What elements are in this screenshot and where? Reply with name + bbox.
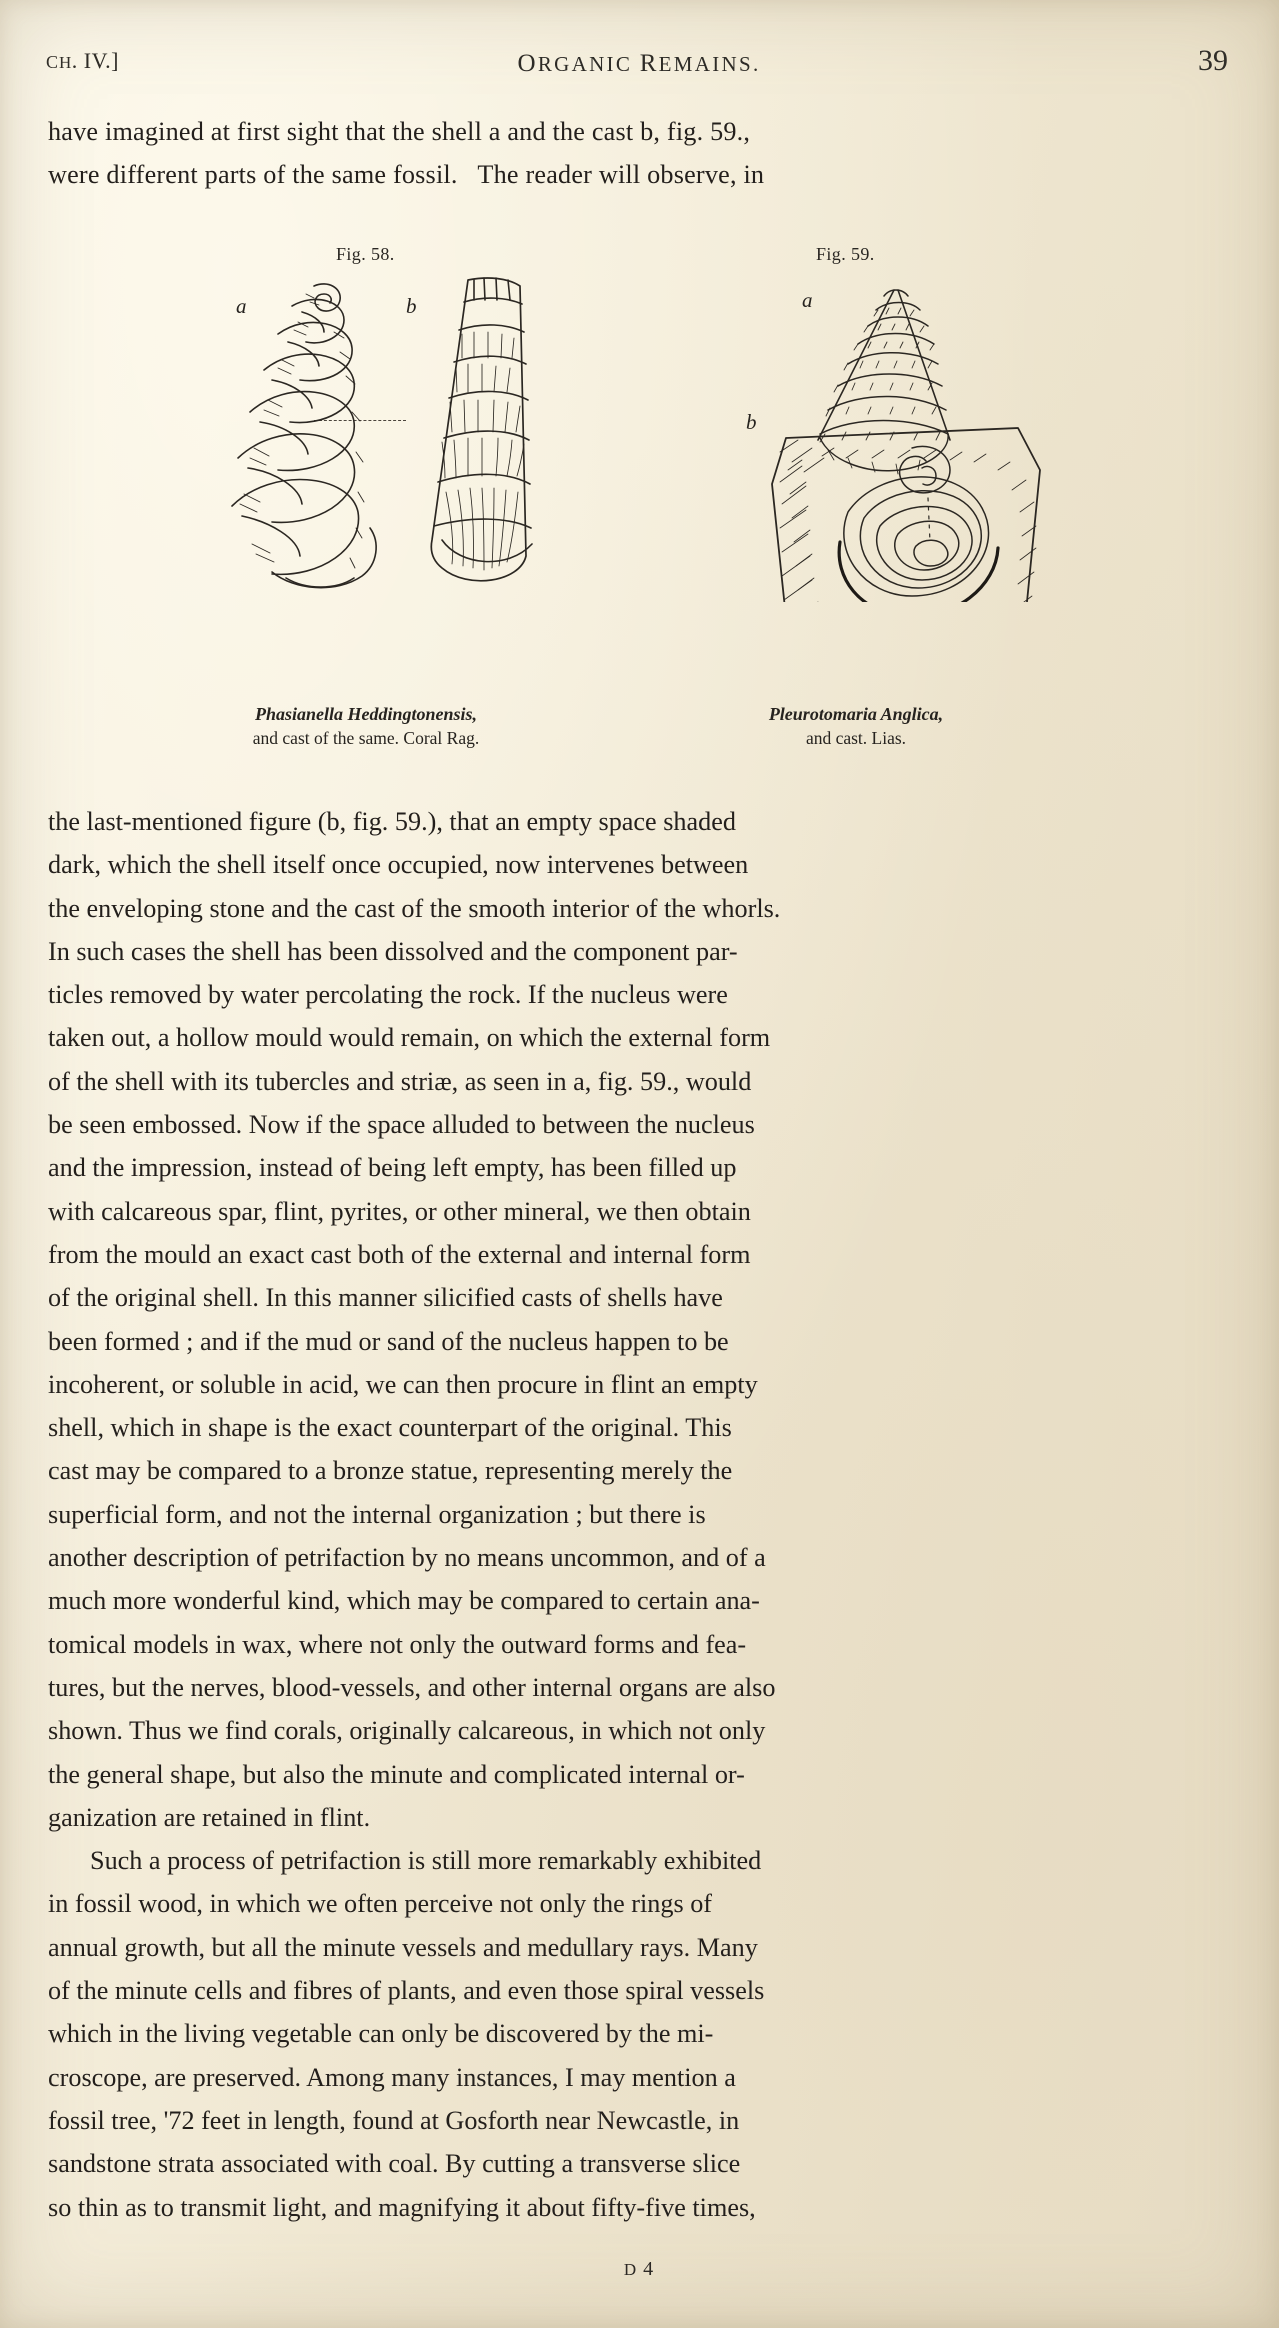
figure-59-label: Fig. 59. [816,244,875,264]
text-line: much more wonderful kind, which may be compared to certain ana- [48,1586,760,1616]
figure-58-letter-b: b [406,294,417,318]
page-content [46,0,1232,2328]
text-line: ganization are retained in flint. [48,1802,371,1832]
text-line: cast may be compared to a bronze statue, representing merely the [48,1456,733,1486]
figure-59-caption: Pleurotomaria Anglica, and cast. Lias. [768,704,944,748]
page-signature: D 4 [623,2258,655,2280]
text-line: been formed ; and if the mud or sand of the nucleus happen to be [48,1326,729,1356]
running-head [46,44,1232,82]
figure-58-letter-a: a [236,294,247,318]
text-line: taken out, a hollow mould would remain, on which the external form [48,1023,771,1053]
text-line: In such cases the shell has been dissolved and the component par- [48,936,738,966]
text-line: superficial form, and not the internal organization ; but there is [48,1499,706,1529]
figure-area [46,232,1232,792]
text-line: incoherent, or soluble in acid, we can then procure in flint an empty [48,1369,758,1399]
page-number: 39 [1198,44,1228,77]
chapter-marker: CH. IV.] [46,48,120,73]
text-line: with calcareous spar, flint, pyrites, or other mineral, we then obtain [48,1196,751,1226]
text-line: have imagined at first sight that the shell a and the cast b, fig. 59., [48,117,751,146]
figure-58-caption: Phasianella Heddingtonensis, and cast of the same. Coral Rag. [252,704,480,748]
text-line: the general shape, but also the minute and complicated internal or- [48,1759,745,1789]
text-line: so thin as to transmit light, and magnifying it about fifty-five times, [48,2192,756,2222]
text-line: the enveloping stone and the cast of the smooth interior of the whorls. [48,893,781,923]
text-line: of the minute cells and fibres of plants, and even those spiral vessels [48,1976,765,2006]
text-line: from the mould an exact cast both of the external and internal form [48,1239,751,1269]
text-line: of the original shell. In this manner silicified casts of shells have [48,1283,723,1313]
text-line: fossil tree, '72 feet in length, found at Gosforth near Newcastle, in [48,2105,740,2135]
text-line: tures, but the nerves, blood-vessels, and other internal organs are also [48,1672,776,1702]
text-line: shell, which in shape is the exact counterpart of the original. This [48,1413,732,1443]
text-line: shown. Thus we find corals, originally calcareous, in which not only [48,1716,766,1746]
text-line: croscope, are preserved. Among many instances, I may mention a [48,2062,736,2092]
figure-59-illustration [736,272,1156,602]
text-line: Such a process of petrifaction is still more remarkably exhibited [90,1846,762,1876]
text-line: the last-mentioned figure (b, fig. 59.), that an empty space shaded [48,807,736,836]
figure-58-label: Fig. 58. [336,244,395,264]
figure-59-letter-a: a [802,288,813,312]
text-line: another description of petrifaction by no means uncommon, and of a [48,1543,766,1573]
text-line: and the impression, instead of being left empty, has been filled up [48,1153,737,1183]
text-line: annual growth, but all the minute vessels and medullary rays. Many [48,1932,758,1962]
text-line: were different parts of the same fossil. The reader will observe, in [48,160,765,190]
figure-58-illustration [206,272,666,602]
body-text [48,800,1230,2229]
text-line: of the shell with its tubercles and striæ, as seen in a, fig. 59., would [48,1066,752,1096]
text-line: in fossil wood, in which we often perceive not only the rings of [48,1889,713,1919]
figure-59-letter-b: b [746,410,757,434]
text-line: which in the living vegetable can only be discovered by the mi- [48,2019,714,2049]
text-line: sandstone strata associated with coal. By cutting a transverse slice [48,2149,741,2179]
text-line: tomical models in wax, where not only the outward forms and fea- [48,1629,747,1659]
text-line: dark, which the shell itself once occupied, now intervenes between [48,850,749,880]
page-title: ORGANIC REMAINS. [517,50,761,77]
text-line: be seen embossed. Now if the space alluded to between the nucleus [48,1110,755,1140]
top-paragraph [48,110,1230,197]
text-line: ticles removed by water percolating the rock. If the nucleus were [48,980,728,1010]
